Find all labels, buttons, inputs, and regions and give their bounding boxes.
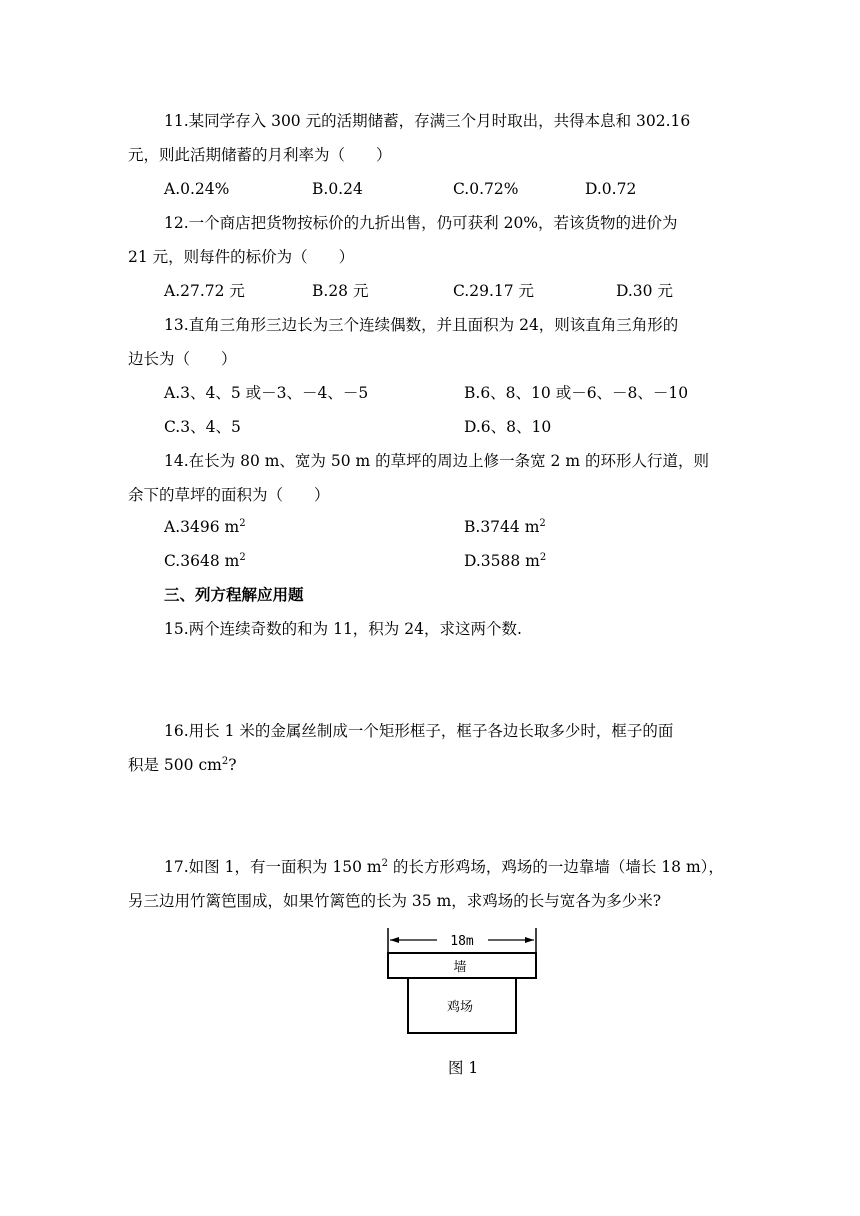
q13-line-1: 13.直角三角形三边长为三个连续偶数，并且面积为 24，则该直角三角形的 (164, 316, 679, 334)
q12-option-b: B.28 元 (312, 282, 369, 300)
q13-line-2: 边长为（ ） (128, 350, 237, 368)
q12-option-d: D.30 元 (616, 282, 673, 300)
q11-option-d: D.0.72 (585, 180, 637, 198)
q12-line-1: 12.一个商店把货物按标价的九折出售，仍可获利 20%，若该货物的进价为 (164, 214, 678, 232)
q14-line-2: 余下的草坪的面积为（ ） (128, 486, 330, 504)
q13-option-d: D.6、8、10 (464, 418, 552, 436)
arrow-right-icon (525, 937, 534, 943)
q11-line-2: 元，则此活期储蓄的月利率为（ ） (128, 146, 392, 164)
figure-caption: 图 1 (448, 1059, 479, 1077)
q12-option-c: C.29.17 元 (453, 282, 535, 300)
wall-label: 墙 (453, 960, 467, 975)
q16-line-2: 积是 500 $cm^2$? (128, 756, 237, 774)
q11-option-b: B.0.24 (312, 180, 363, 198)
q12-line-2: 21 元，则每件的标价为（ ） (128, 248, 355, 266)
arrow-left-icon (390, 937, 399, 943)
wall-length-label: 18m (450, 934, 474, 949)
q14-option-c: C.3648 $m^2$ (164, 552, 246, 570)
q15-line-1: 15.两个连续奇数的和为 11，积为 24，求这两个数. (164, 620, 522, 638)
q14-line-1: 14.在长为 80 m、宽为 50 m 的草坪的周边上修一条宽 2 m 的环形人行道，则 (164, 452, 709, 470)
q11-option-a: A.0.24% (164, 180, 230, 198)
section-heading: 三、列方程解应用题 (164, 586, 304, 604)
q11-line-1: 11.某同学存入 300 元的活期储蓄，存满三个月时取出，共得本息和 302.16 (164, 112, 691, 130)
q12-option-a: A.27.72 元 (164, 282, 245, 300)
q17-line-2: 另三边用竹篱笆围成，如果竹篱笆的长为 35 m，求鸡场的长与宽各为多少米? (128, 892, 662, 910)
q13-option-c: C.3、4、5 (164, 418, 241, 436)
q17-line-1: 17.如图 1，有一面积为 150 $m^2$ 的长方形鸡场，鸡场的一边靠墙（墙长 18 m）， (164, 858, 724, 876)
q14-option-b: B.3744 $m^2$ (464, 518, 546, 536)
q14-option-a: A.3496 $m^2$ (164, 518, 246, 536)
q14-option-d: D.3588 $m^2$ (464, 552, 547, 570)
chicken-yard-figure (380, 926, 550, 1046)
yard-label: 鸡场 (446, 1000, 474, 1015)
q13-option-a: A.3、4、5 或－3、－4、－5 (164, 384, 369, 402)
q13-option-b: B.6、8、10 或－6、－8、－10 (464, 384, 689, 402)
q11-option-c: C.0.72% (453, 180, 519, 198)
q16-line-1: 16.用长 1 米的金属丝制成一个矩形框子，框子各边长取多少时，框子的面 (164, 722, 674, 740)
